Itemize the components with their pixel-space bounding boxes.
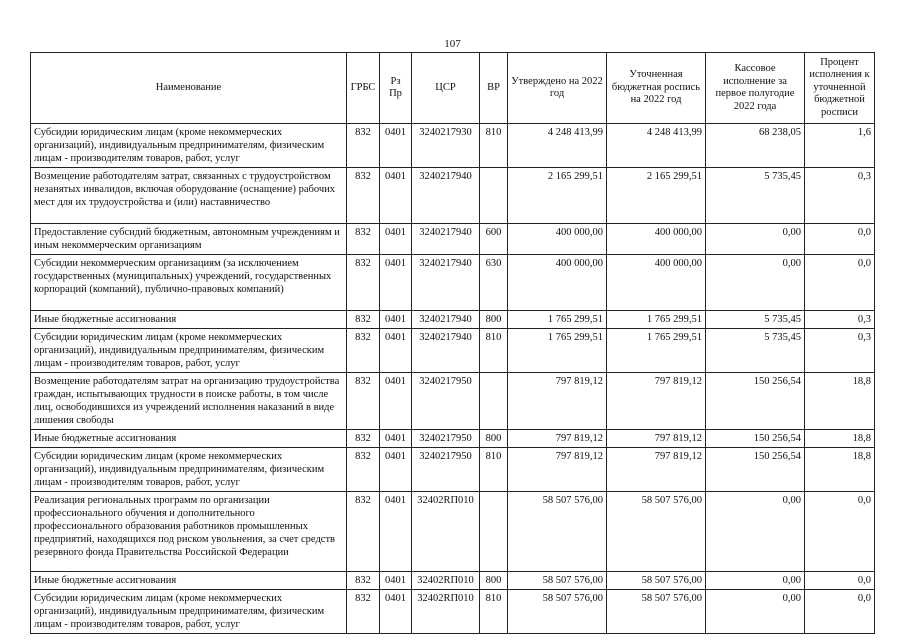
row-csr: 32402RП010 <box>412 572 480 590</box>
row-grbs: 832 <box>347 255 380 311</box>
row-grbs: 832 <box>347 492 380 572</box>
row-cash: 68 238,05 <box>706 124 805 168</box>
row-grbs: 832 <box>347 373 380 430</box>
row-vr: 810 <box>480 590 508 634</box>
row-csr: 3240217940 <box>412 311 480 329</box>
row-csr: 3240217940 <box>412 224 480 255</box>
row-cash: 0,00 <box>706 590 805 634</box>
row-name: Иные бюджетные ассигнования <box>31 311 347 329</box>
row-vr: 800 <box>480 572 508 590</box>
row-vr <box>480 168 508 224</box>
table-row <box>31 311 875 329</box>
row-cash: 150 256,54 <box>706 373 805 430</box>
header-rz-pr: Рз Пр <box>380 53 412 124</box>
row-percent: 18,8 <box>805 373 875 430</box>
header-name: Наименование <box>31 53 347 124</box>
row-csr: 3240217950 <box>412 430 480 448</box>
header-cash: Кассовое исполнение за первое полугодие 2022 года <box>706 53 805 124</box>
row-grbs: 832 <box>347 224 380 255</box>
row-approved: 58 507 576,00 <box>508 590 607 634</box>
row-rz-pr: 0401 <box>380 168 412 224</box>
row-percent: 0,3 <box>805 329 875 373</box>
row-name: Предоставление субсидий бюджетным, автономным учреждениям и иным некоммерческим организациям <box>31 224 347 255</box>
table-row <box>31 224 875 255</box>
row-rz-pr: 0401 <box>380 572 412 590</box>
row-grbs: 832 <box>347 329 380 373</box>
row-approved: 58 507 576,00 <box>508 492 607 572</box>
table-row <box>31 168 875 224</box>
budget-table <box>30 52 875 634</box>
table-row <box>31 448 875 492</box>
row-name: Субсидии некоммерческим организациям (за исключением государственных (муниципальных) учреждений, государственных корпораций (компаний), публично-правовых компаний) <box>31 255 347 311</box>
row-grbs: 832 <box>347 168 380 224</box>
table-row <box>31 255 875 311</box>
table-row <box>31 124 875 168</box>
header-vr: ВР <box>480 53 508 124</box>
row-csr: 3240217950 <box>412 448 480 492</box>
row-rz-pr: 0401 <box>380 430 412 448</box>
table-row <box>31 430 875 448</box>
row-name: Субсидии юридическим лицам (кроме некоммерческих организаций), индивидуальным предпринимателям, физическим лицам - производителям товаров, работ, услуг <box>31 590 347 634</box>
row-approved: 2 165 299,51 <box>508 168 607 224</box>
row-approved: 1 765 299,51 <box>508 311 607 329</box>
row-rz-pr: 0401 <box>380 373 412 430</box>
row-cash: 0,00 <box>706 255 805 311</box>
row-cash: 5 735,45 <box>706 168 805 224</box>
row-name: Возмещение работодателям затрат на организацию трудоустройства граждан, испытывающих трудности в поиске работы, в том числе лиц, освободившихся из учреждений исполнения наказаний в виде лишения свободы <box>31 373 347 430</box>
row-approved: 400 000,00 <box>508 224 607 255</box>
row-refined: 1 765 299,51 <box>607 311 706 329</box>
row-rz-pr: 0401 <box>380 590 412 634</box>
row-rz-pr: 0401 <box>380 311 412 329</box>
row-cash: 0,00 <box>706 572 805 590</box>
row-percent: 0,3 <box>805 168 875 224</box>
table-row <box>31 329 875 373</box>
header-refined: Уточненная бюджетная роспись на 2022 год <box>607 53 706 124</box>
row-refined: 1 765 299,51 <box>607 329 706 373</box>
row-cash: 5 735,45 <box>706 329 805 373</box>
row-name: Реализация региональных программ по организации профессионального обучения и дополнительного профессионального образования работников промышленных предприятий, находящихся под риском увольнения, за счет средств резервного фонда Правительства Российской Федерации <box>31 492 347 572</box>
row-refined: 400 000,00 <box>607 255 706 311</box>
row-csr: 3240217950 <box>412 373 480 430</box>
table-row <box>31 373 875 430</box>
row-rz-pr: 0401 <box>380 224 412 255</box>
row-rz-pr: 0401 <box>380 492 412 572</box>
row-rz-pr: 0401 <box>380 329 412 373</box>
row-cash: 5 735,45 <box>706 311 805 329</box>
row-approved: 58 507 576,00 <box>508 572 607 590</box>
row-approved: 797 819,12 <box>508 373 607 430</box>
row-vr: 810 <box>480 329 508 373</box>
row-csr: 32402RП010 <box>412 590 480 634</box>
row-vr: 600 <box>480 224 508 255</box>
row-vr <box>480 492 508 572</box>
row-vr <box>480 373 508 430</box>
header-csr: ЦСР <box>412 53 480 124</box>
row-vr: 800 <box>480 311 508 329</box>
row-refined: 58 507 576,00 <box>607 572 706 590</box>
table-row <box>31 590 875 634</box>
row-refined: 58 507 576,00 <box>607 492 706 572</box>
row-cash: 0,00 <box>706 224 805 255</box>
row-percent: 0,0 <box>805 255 875 311</box>
header-grbs: ГРБС <box>347 53 380 124</box>
row-name: Иные бюджетные ассигнования <box>31 430 347 448</box>
table-body <box>31 124 875 634</box>
row-refined: 400 000,00 <box>607 224 706 255</box>
row-name: Возмещение работодателям затрат, связанных с трудоустройством незанятых инвалидов, включая оборудование (оснащение) рабочих мест для их трудоустройства и (или) наставничество <box>31 168 347 224</box>
row-vr: 810 <box>480 448 508 492</box>
row-vr: 630 <box>480 255 508 311</box>
row-csr: 3240217940 <box>412 329 480 373</box>
row-rz-pr: 0401 <box>380 448 412 492</box>
page-number: 107 <box>444 38 461 50</box>
row-grbs: 832 <box>347 572 380 590</box>
row-approved: 1 765 299,51 <box>508 329 607 373</box>
row-refined: 797 819,12 <box>607 373 706 430</box>
header-approved: Утверждено на 2022 год <box>508 53 607 124</box>
row-refined: 797 819,12 <box>607 430 706 448</box>
row-refined: 58 507 576,00 <box>607 590 706 634</box>
row-rz-pr: 0401 <box>380 255 412 311</box>
row-grbs: 832 <box>347 311 380 329</box>
row-refined: 797 819,12 <box>607 448 706 492</box>
row-vr: 800 <box>480 430 508 448</box>
row-name: Субсидии юридическим лицам (кроме некоммерческих организаций), индивидуальным предпринимателям, физическим лицам - производителям товаров, работ, услуг <box>31 448 347 492</box>
row-refined: 2 165 299,51 <box>607 168 706 224</box>
header-percent: Процент исполнения к уточненной бюджетной росписи <box>805 53 875 124</box>
row-name: Субсидии юридическим лицам (кроме некоммерческих организаций), индивидуальным предпринимателям, физическим лицам - производителям товаров, работ, услуг <box>31 329 347 373</box>
row-approved: 797 819,12 <box>508 430 607 448</box>
table-header-row <box>31 53 875 124</box>
row-percent: 0,0 <box>805 224 875 255</box>
row-rz-pr: 0401 <box>380 124 412 168</box>
row-grbs: 832 <box>347 124 380 168</box>
row-cash: 150 256,54 <box>706 448 805 492</box>
row-grbs: 832 <box>347 448 380 492</box>
table-row <box>31 572 875 590</box>
row-grbs: 832 <box>347 590 380 634</box>
row-refined: 4 248 413,99 <box>607 124 706 168</box>
row-csr: 3240217940 <box>412 255 480 311</box>
row-percent: 0,0 <box>805 492 875 572</box>
table-row <box>31 492 875 572</box>
row-cash: 0,00 <box>706 492 805 572</box>
row-name: Иные бюджетные ассигнования <box>31 572 347 590</box>
row-vr: 810 <box>480 124 508 168</box>
row-csr: 32402RП010 <box>412 492 480 572</box>
row-percent: 0,0 <box>805 572 875 590</box>
row-approved: 4 248 413,99 <box>508 124 607 168</box>
row-cash: 150 256,54 <box>706 430 805 448</box>
row-approved: 797 819,12 <box>508 448 607 492</box>
row-approved: 400 000,00 <box>508 255 607 311</box>
row-percent: 18,8 <box>805 430 875 448</box>
row-csr: 3240217930 <box>412 124 480 168</box>
row-csr: 3240217940 <box>412 168 480 224</box>
row-grbs: 832 <box>347 430 380 448</box>
row-percent: 0,3 <box>805 311 875 329</box>
row-percent: 1,6 <box>805 124 875 168</box>
row-percent: 18,8 <box>805 448 875 492</box>
row-percent: 0,0 <box>805 590 875 634</box>
row-name: Субсидии юридическим лицам (кроме некоммерческих организаций), индивидуальным предпринимателям, физическим лицам - производителям товаров, работ, услуг <box>31 124 347 168</box>
